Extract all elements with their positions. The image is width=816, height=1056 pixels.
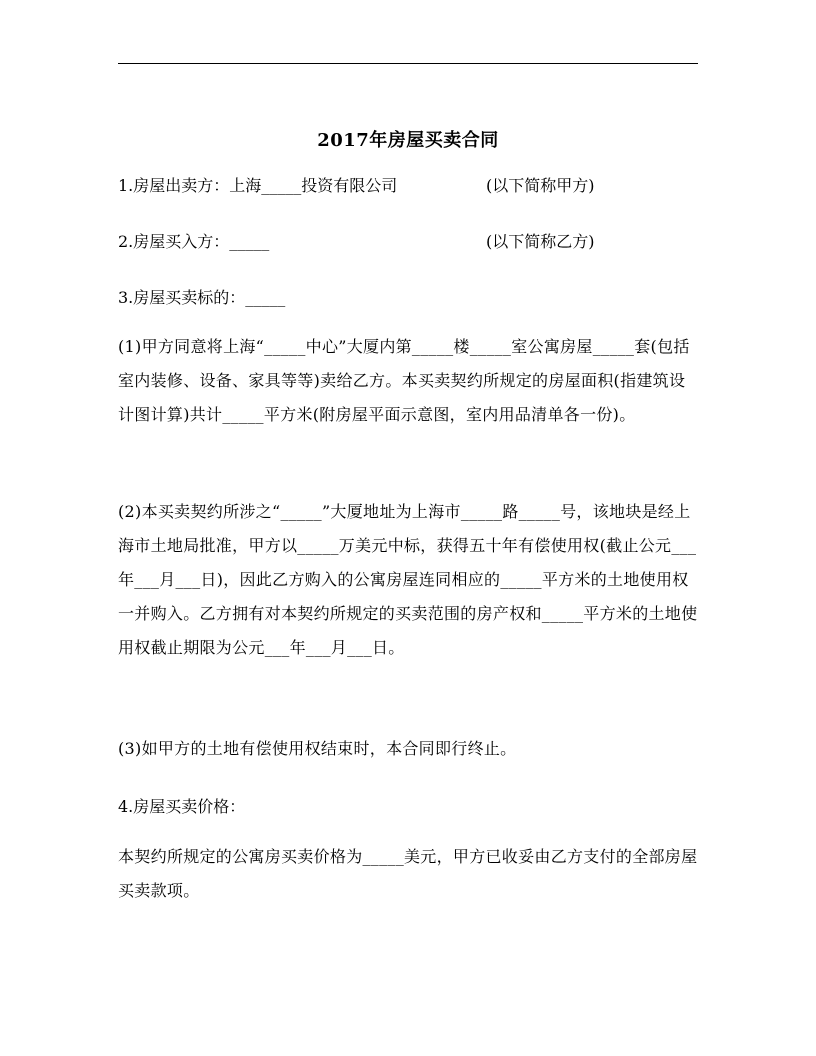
header-rule: [118, 63, 698, 64]
buyer-note: (以下简称乙方): [486, 232, 595, 251]
price-heading: 4.房屋买卖价格：: [118, 797, 246, 816]
subject-heading: 3.房屋买卖标的：_____: [118, 288, 286, 307]
buyer-line: 2.房屋买入方：_____: [118, 232, 270, 251]
seller-line: 1.房屋出卖方：上海_____投资有限公司: [118, 176, 398, 195]
price-text: 本契约所规定的公寓房买卖价格为_____美元，甲方已收妥由乙方支付的全部房屋买卖款项。: [118, 847, 698, 900]
clause-3: (3)如甲方的土地有偿使用权结束时，本合同即行终止。: [118, 739, 517, 758]
document-title: 2017年房屋买卖合同: [317, 130, 499, 151]
clause-1: (1)甲方同意将上海“_____中心”大厦内第_____楼_____室公寓房屋_____套(包括室内装修、设备、家具等等)卖给乙方。本买卖契约所规定的房屋面积(指建筑设计图计算)共计_____平方米(附房屋平面示意图，室内用品清单各一份)。: [118, 337, 690, 424]
seller-note: (以下简称甲方): [486, 176, 595, 195]
clause-2: (2)本买卖契约所涉之“_____”大厦地址为上海市_____路_____号，该地块是经上海市土地局批准，甲方以_____万美元中标，获得五十年有偿使用权(截止公元___年___月___日)，因此乙方购入的公寓房屋连同相应的_____平方米的土地使用权一并购入。乙方拥有对本契约所规定的买卖范围的房产权和_____平方米的土地使用权截止期限为公元___年___月___日。: [118, 502, 698, 657]
